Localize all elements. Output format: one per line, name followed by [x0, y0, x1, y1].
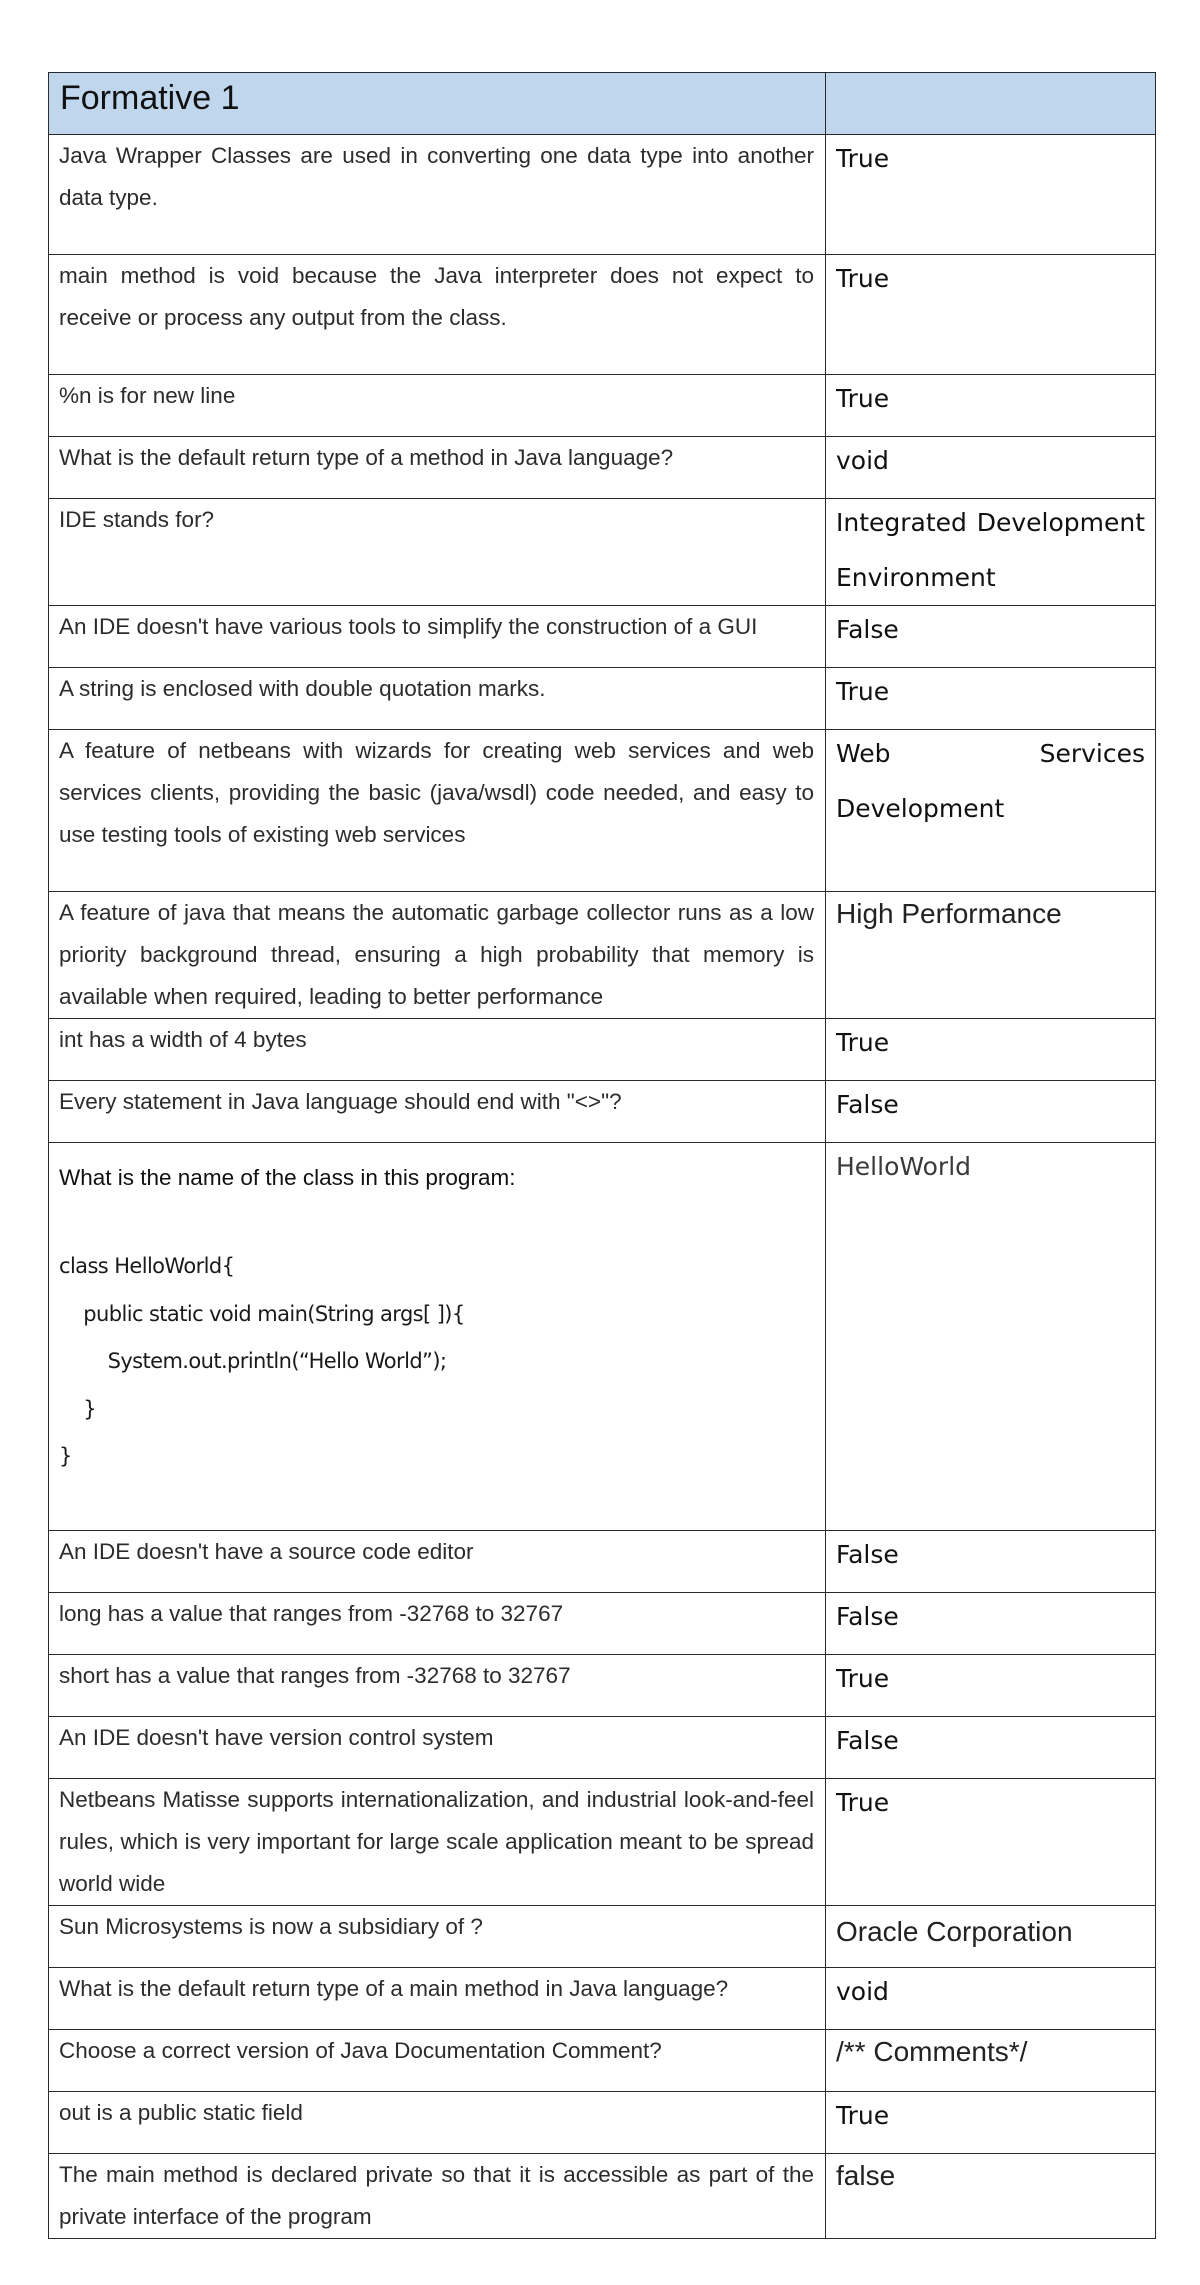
question-text: main method is void because the Java interpreter does not expect to receive or process any output from the class.: [59, 263, 814, 330]
question-text: What is the name of the class in this program:: [59, 1165, 516, 1190]
table-row: [49, 730, 1156, 892]
answer-text: False: [836, 1726, 899, 1755]
answer-text: True: [836, 264, 890, 293]
question-text: A feature of netbeans with wizards for creating web services and web services clients, providing the basic (java/wsdl) code needed, and easy to use testing tools of existing web services: [59, 738, 814, 847]
table-row: [49, 375, 1156, 437]
answer-text: False: [836, 1090, 899, 1119]
question-text: out is a public static field: [59, 2100, 303, 2125]
answer-text: True: [836, 1664, 890, 1693]
answer-text: True: [836, 1028, 890, 1057]
question-text: IDE stands for?: [59, 507, 215, 532]
table-row: [49, 1968, 1156, 2030]
code-line: System.out.println(“Hello World”);: [59, 1349, 447, 1373]
table-row: [49, 1717, 1156, 1779]
answer-text: True: [836, 677, 890, 706]
question-text: An IDE doesn't have version control system: [59, 1725, 494, 1750]
code-line: class HelloWorld{: [59, 1254, 235, 1278]
table-row: [49, 668, 1156, 730]
answer-text: True: [836, 1788, 890, 1817]
answer-text: /** Comments*/: [836, 2036, 1028, 2067]
page-title: Formative 1: [60, 79, 240, 117]
table-row: [49, 1593, 1156, 1655]
header-row: [49, 73, 1156, 135]
question-text: %n is for new line: [59, 383, 236, 408]
question-text: short has a value that ranges from -32768 to 32767: [59, 1663, 571, 1688]
question-text: Choose a correct version of Java Documentation Comment?: [59, 2038, 662, 2063]
table-row: [49, 437, 1156, 499]
question-text: A feature of java that means the automatic garbage collector runs as a low priority background thread, ensuring a high probability that memory is available when required, leading to better performance: [59, 900, 814, 1009]
table-row: [49, 1143, 1156, 1531]
table-row: [49, 135, 1156, 255]
question-text: What is the default return type of a method in Java language?: [59, 445, 674, 470]
question-text: An IDE doesn't have various tools to simplify the construction of a GUI: [59, 614, 758, 639]
code-line: }: [59, 1396, 97, 1421]
answer-text: Web Services Development: [836, 739, 1145, 823]
table-row: [49, 892, 1156, 1019]
answer-text: Integrated Development Environment: [836, 508, 1145, 592]
question-text: int has a width of 4 bytes: [59, 1027, 307, 1052]
table-row: [49, 1655, 1156, 1717]
table-row: [49, 499, 1156, 606]
table-row: [49, 1081, 1156, 1143]
header-empty-cell: [826, 73, 1156, 135]
question-text: The main method is declared private so that it is accessible as part of the private interface of the program: [59, 2162, 814, 2229]
code-line: }: [59, 1444, 72, 1468]
answer-text: HelloWorld: [836, 1152, 972, 1181]
question-text: Netbeans Matisse supports internationalization, and industrial look-and-feel rules, which is very important for large scale application meant to be spread world wide: [59, 1787, 814, 1896]
answer-text: void: [836, 1977, 889, 2006]
question-text: What is the default return type of a main method in Java language?: [59, 1976, 729, 2001]
answer-text: False: [836, 615, 899, 644]
answer-text: True: [836, 144, 890, 173]
question-text: An IDE doesn't have a source code editor: [59, 1539, 474, 1564]
answer-text: void: [836, 446, 889, 475]
question-text: Sun Microsystems is now a subsidiary of ?: [59, 1914, 483, 1939]
question-text: Every statement in Java language should end with "<>"?: [59, 1089, 622, 1114]
answer-text: false: [836, 2160, 896, 2191]
table-row: [49, 606, 1156, 668]
table-row: [49, 2092, 1156, 2154]
table-row: [49, 1906, 1156, 1968]
answer-text: True: [836, 2101, 890, 2130]
table-row: [49, 1779, 1156, 1906]
table-row: [49, 1531, 1156, 1593]
table-row: [49, 255, 1156, 375]
answer-text: False: [836, 1540, 899, 1569]
code-line: public static void main(String args[ ]){: [59, 1301, 465, 1326]
answer-text: False: [836, 1602, 899, 1631]
answer-text: High Performance: [836, 898, 1062, 929]
answer-text: True: [836, 384, 890, 413]
quiz-table: [48, 72, 1156, 2239]
question-text: long has a value that ranges from -32768 to 32767: [59, 1601, 564, 1626]
table-row: [49, 2154, 1156, 2239]
answer-text: Oracle Corporation: [836, 1916, 1073, 1947]
question-text: A string is enclosed with double quotation marks.: [59, 676, 546, 701]
table-row: [49, 2030, 1156, 2092]
table-row: [49, 1019, 1156, 1081]
header-title-cell: [49, 73, 826, 135]
question-text: Java Wrapper Classes are used in converting one data type into another data type.: [59, 143, 814, 210]
